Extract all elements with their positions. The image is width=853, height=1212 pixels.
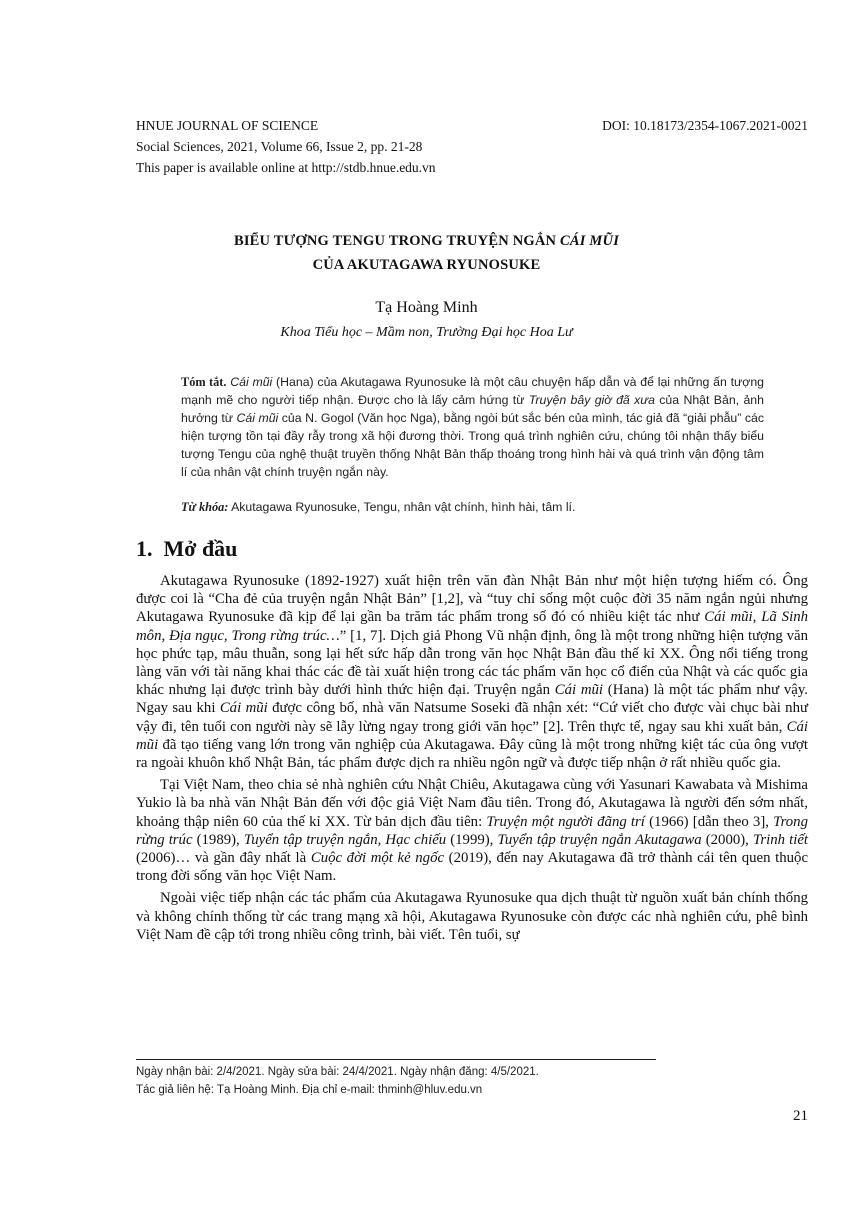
journal-name: HNUE JOURNAL OF SCIENCE: [136, 118, 319, 133]
author-name: Tạ Hoàng Minh: [375, 299, 478, 316]
section-heading: [136, 536, 237, 562]
p2-text: (1966) [dẫn theo 3],: [644, 813, 774, 830]
abstract-italic: Cái mũi: [230, 375, 273, 389]
title-line2: CỦA AKUTAGAWA RYUNOSUKE: [312, 257, 541, 273]
abstract-text: (Hana) của Akutagawa Ryunosuke là một câu chuyện hấp dẫn và để lại những ấn tượng mạnh mẽ cho người tiếp nhận. Được cho là lấy cảm hứng từ: [181, 375, 764, 407]
p2-italic: Truyện một người đãng trí: [486, 813, 645, 830]
body-text: [136, 572, 808, 948]
paper-title: [100, 229, 753, 277]
section-title: Mở đầu: [163, 536, 238, 561]
keywords: [181, 500, 764, 515]
p2-text: (1999),: [446, 831, 498, 848]
abstract: [181, 373, 764, 481]
footnote-contact: Tác giả liên hệ: Tạ Hoàng Minh. Địa chỉ e-mail: thminh@hluv.edu.vn: [136, 1084, 483, 1096]
paragraph-2: [136, 776, 808, 885]
p2-text: (2006)… và gần đây nhất là: [136, 850, 311, 867]
p1-text: được công bố, nhà văn Natsume Soseki đã nhận xét: “Cứ viết cho được vài chục bài như vậy đi, tên tuổi con người này sẽ lẫy lừng ngay trong giới văn học” [2]. Trên thực tế, ngay sau khi xuất bản,: [136, 700, 808, 735]
journal-header: [136, 117, 808, 135]
p1-text: đã tạo tiếng vang lớn trong văn nghiệp của Akutagawa. Đây cũng là một trong những kiệt tác của ông vượt ra ngoài khuôn khổ Nhật Bản, tác phẩm được dịch ra nhiều ngôn ngữ và được tiếp nhận ở rất nhiều quốc gia.: [136, 736, 808, 772]
footnote-dates: Ngày nhận bài: 2/4/2021. Ngày sửa bài: 24/4/2021. Ngày nhận đăng: 4/5/2021.: [136, 1066, 539, 1078]
p2-italic: Tuyển tập truyện ngắn, Hạc chiếu: [243, 831, 447, 848]
p1-text: ” [1, 7]. Dịch giả Phong Vũ nhận định, ông là một trong những hiện tượng văn học phức tạp, mâu thuẫn, song lại hết sức hấp dẫn trong văn học Nhật Bản đầu thế kỉ XX. Ông nổi tiếng trong làng văn với tài năng khai thác các đề tài xuất hiện trong các tác phẩm văn học cổ điển của Nhật và các quốc gia khác nhưng lại được trình bày dưới hình thức hiện đại. Truyện ngắn: [136, 627, 808, 699]
p2-italic: Tuyển tập truyện ngắn Akutagawa: [497, 831, 702, 848]
online-line: This paper is available online at http://stdb.hnue.edu.vn: [136, 160, 436, 175]
abstract-label: Tóm tắt.: [181, 375, 227, 389]
author-affiliation: Khoa Tiểu học – Mầm non, Trường Đại học Hoa Lư: [280, 325, 573, 340]
volume-line: Social Sciences, 2021, Volume 66, Issue 2, pp. 21-28: [136, 139, 423, 154]
p1-text: Akutagawa Ryunosuke (1892-1927) xuất hiện trên văn đàn Nhật Bản như một hiện tượng hiếm có. Ông được coi là “Cha đẻ của truyện ngắn Nhật Bản” [1,2], và “tuy chỉ sống một cuộc đời 35 năm ngắn ngủi nhưng Akutagawa Ryunosuke đã kịp để lại gần ba trăm tác phẩm trong số đó có nhiều kiệt tác như: [136, 573, 808, 626]
keywords-text: Akutagawa Ryunosuke, Tengu, nhân vật chính, hình hài, tâm lí.: [228, 500, 576, 514]
footnote-divider: [136, 1059, 656, 1060]
p2-text: (2019), đến nay Akutagawa đã trở thành cái tên quen thuộc trong đời sống văn học Việt Nam.: [136, 850, 809, 885]
p2-text: (2000),: [701, 831, 753, 848]
doi-link[interactable]: DOI: 10.18173/2354-1067.2021-0021: [602, 118, 808, 133]
paragraph-1: [136, 572, 808, 772]
title-line1: BIỂU TƯỢNG TENGU TRONG TRUYỆN NGẮN: [233, 233, 561, 249]
section-number: 1.: [136, 536, 153, 561]
p2-text: (1989),: [192, 831, 244, 848]
p1-italic: Cái mũi: [554, 682, 604, 699]
paragraph-3: Ngoài việc tiếp nhận các tác phẩm của Akutagawa Ryunosuke qua dịch thuật từ nguồn xuất bản chính thống và không chính thống từ các trang mạng xã hội, Akutagawa Ryunosuke còn được các nhà nghiên cứu, phê bình Việt Nam đề cập tới trong nhiều công trình, bài viết. Tên tuổi, sự: [136, 890, 808, 943]
abstract-italic: Cái mũi: [236, 411, 279, 425]
title-italic: CÁI MŨI: [560, 233, 620, 249]
keywords-label: Từ khóa:: [181, 500, 229, 514]
p2-italic: Trinh tiết: [752, 831, 808, 848]
abstract-text: của N. Gogol (Văn học Nga), bằng ngòi bút sắc bén của mình, tác giả đã “giải phẫu” các hiện tượng tồn tại đầy rẫy trong xã hội đương thời. Trong quá trình nghiên cứu, chúng tôi nhận thấy biểu tượng Tengu của nghệ thuật truyền thống Nhật Bản thấp thoáng trong hình hài và quá trình vận động tâm lí của nhân vật chính truyện ngắn này.: [181, 411, 765, 479]
p1-italic: Cái mũi, Lã Sinh môn, Địa ngục, Trong rừng trúc…: [136, 609, 808, 644]
p2-italic: Cuộc đời một kẻ ngốc: [310, 850, 445, 867]
page-number: 21: [793, 1108, 808, 1124]
p1-text: (Hana) là một tác phẩm như vậy. Ngay sau khi: [136, 682, 808, 717]
abstract-italic: Truyện bây giờ đã xưa: [528, 393, 655, 407]
p1-italic: Cái mũi: [219, 700, 268, 717]
p1-italic: Cái mũi: [136, 718, 808, 753]
p2-italic: Trong rừng trúc: [136, 813, 808, 848]
abstract-text: của Nhật Bản, ảnh hưởng từ: [181, 393, 764, 425]
p2-text: Tại Việt Nam, theo chia sẻ nhà nghiên cứu Nhật Chiêu, Akutagawa cùng với Yasunari Kawabata và Mishima Yukio là ba nhà văn Nhật Bản đến với độc giả Việt Nam đầu tiên. Trong đó, Akutagawa là người đến sớm nhất, khoảng thập niên 60 của thế kỉ XX. Từ bản dịch đầu tiên:: [136, 777, 808, 830]
